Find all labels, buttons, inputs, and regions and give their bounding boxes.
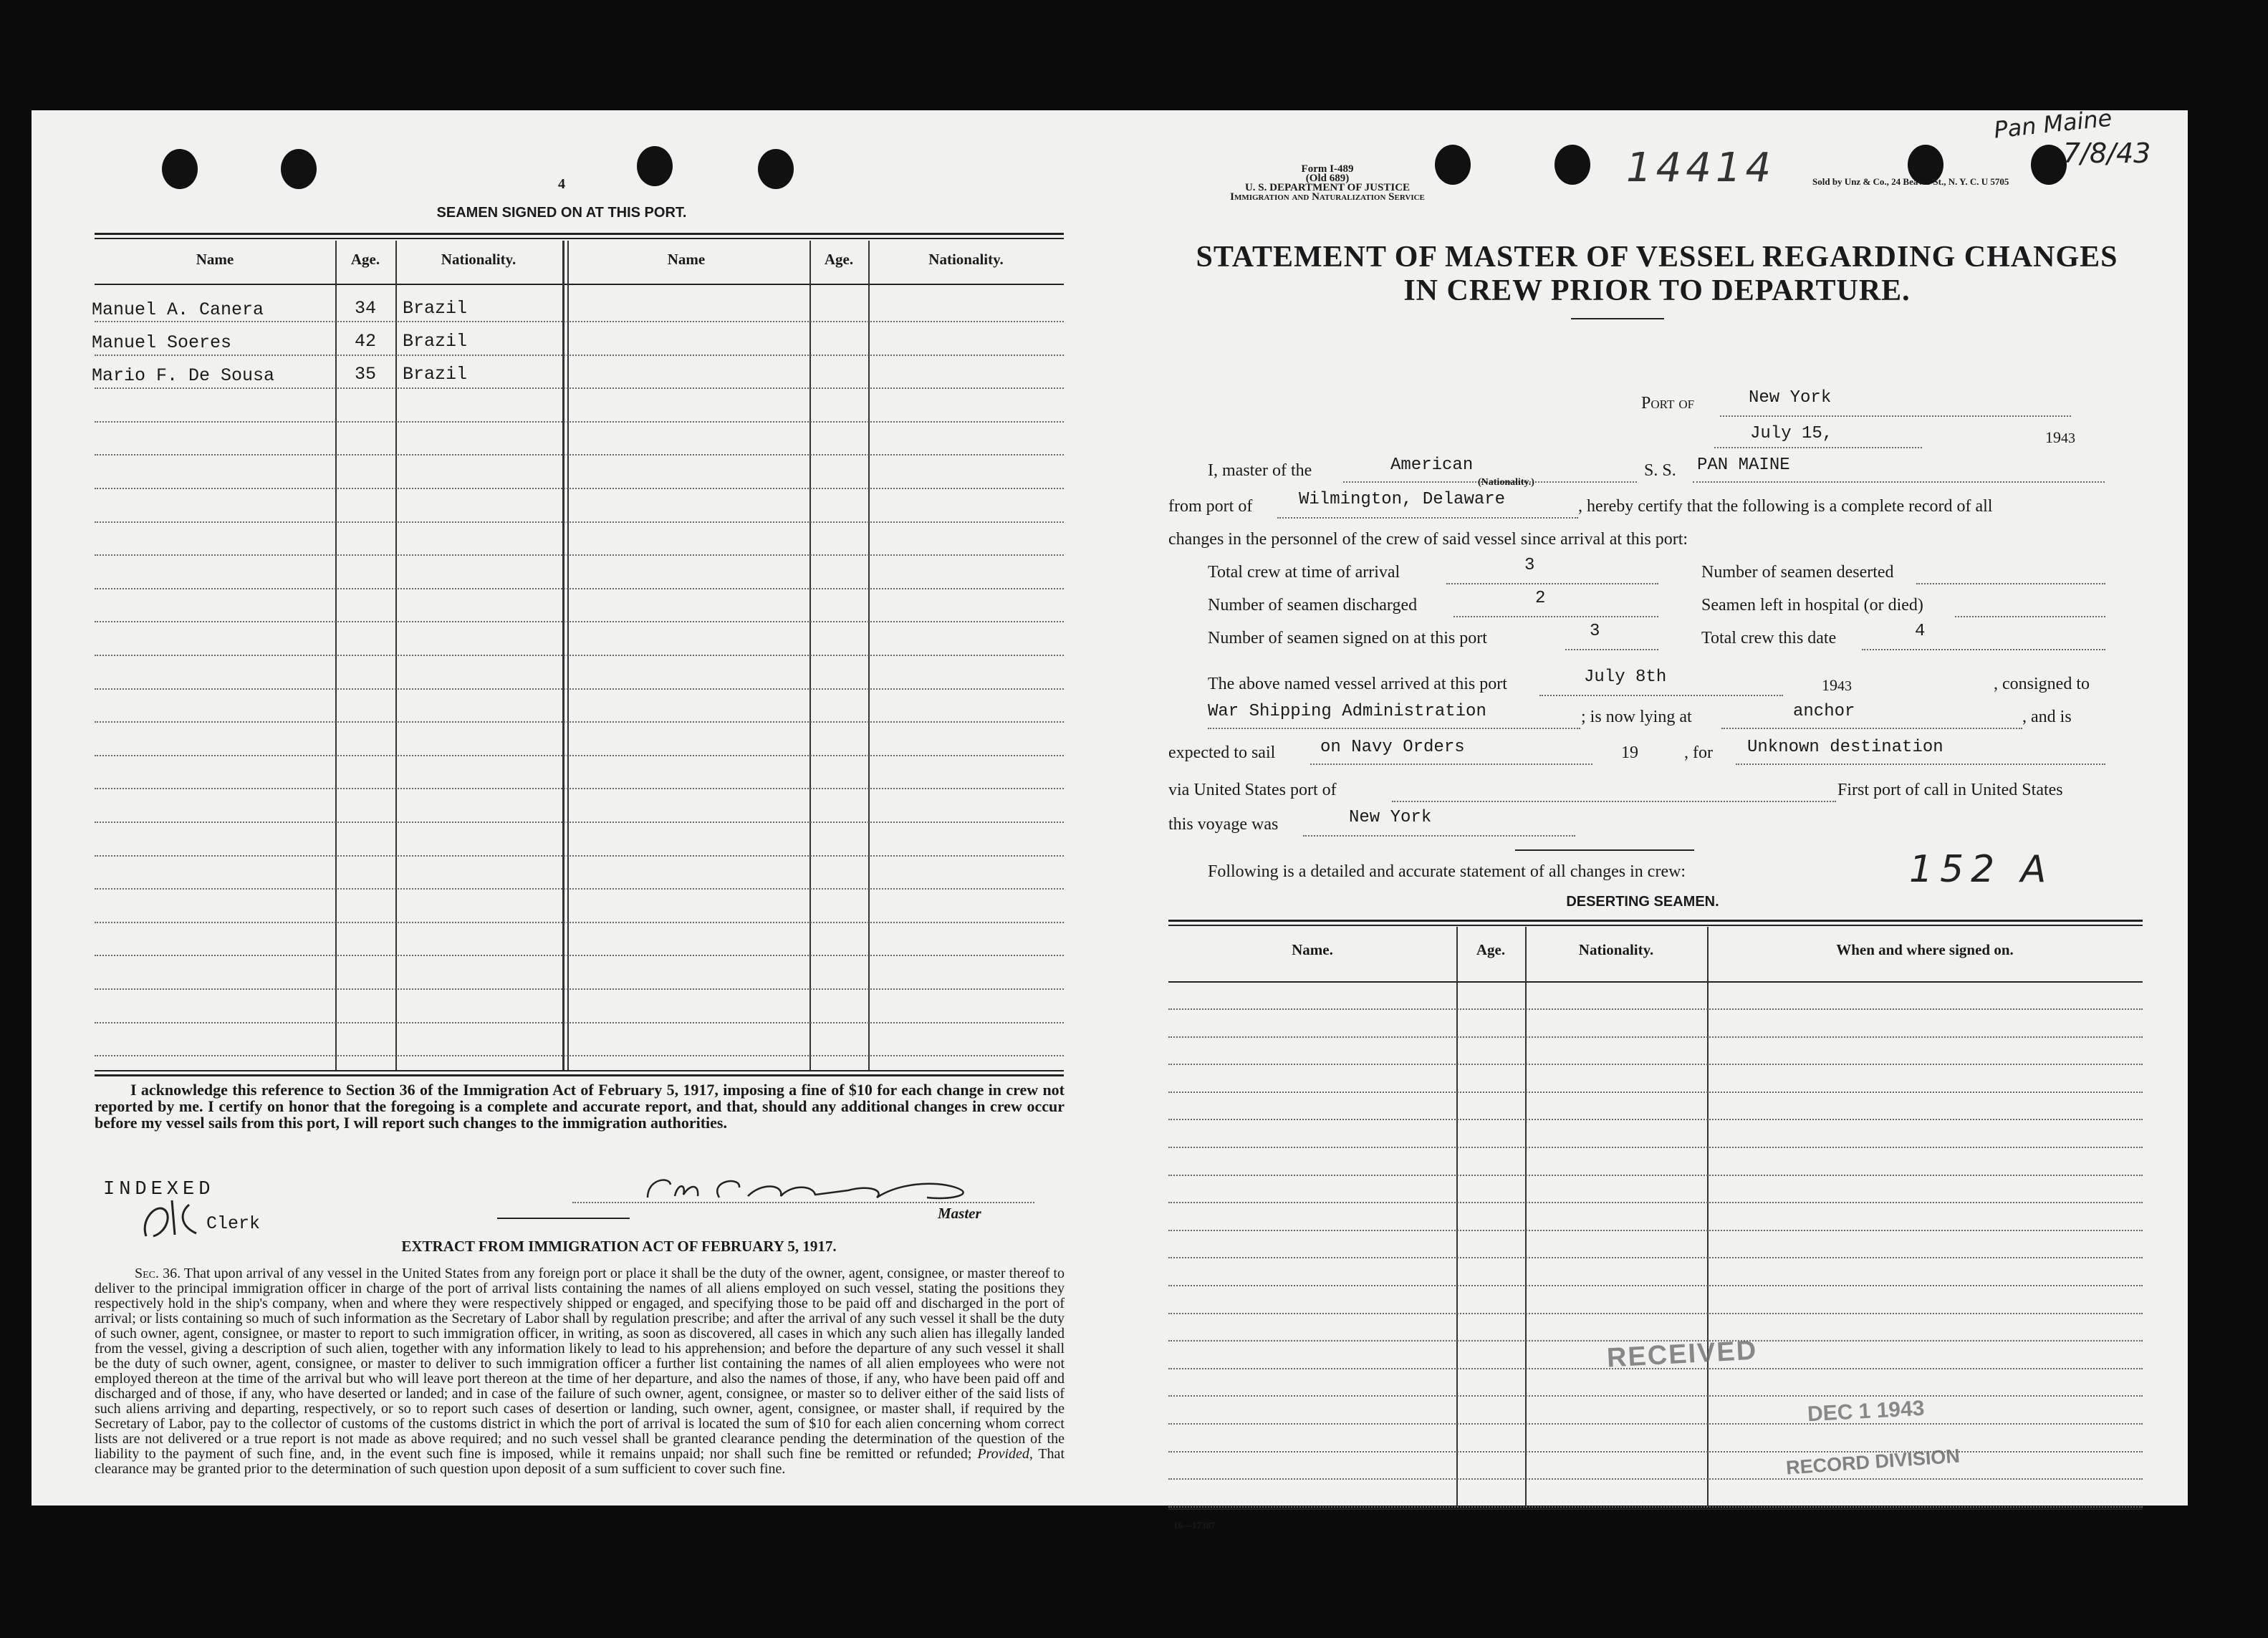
table-row-line xyxy=(1168,1478,2143,1480)
handwritten-file-number: 14414 xyxy=(1626,145,1776,191)
clerk-initials xyxy=(139,1192,203,1242)
form-header xyxy=(1166,165,1489,202)
handwritten-reference: 152 A xyxy=(1909,848,2054,891)
signed-on-label: Number of seamen signed on at this port xyxy=(1208,629,1487,647)
col-header-name: Name xyxy=(196,251,234,268)
crew-nationality: Brazil xyxy=(403,298,468,319)
consigned-label: , consigned to xyxy=(1994,675,2090,693)
port-value: New York xyxy=(1749,388,1832,408)
following-text: Following is a detailed and accurate statement of all changes in crew: xyxy=(1208,862,1686,881)
expected-label: expected to sail xyxy=(1168,743,1276,762)
col-header-name: Name. xyxy=(1292,941,1333,958)
page-number: 4 xyxy=(558,176,565,192)
arrived-label: The above named vessel arrived at this port xyxy=(1208,675,1507,693)
table-row-line xyxy=(1168,1423,2143,1425)
rule xyxy=(497,1218,630,1219)
table-row-line xyxy=(95,621,1064,622)
master-label: Master xyxy=(938,1205,981,1222)
rule xyxy=(1168,981,2143,983)
fill-line xyxy=(1208,728,1580,729)
total-crew-date-value: 4 xyxy=(1915,622,1926,641)
punch-hole xyxy=(758,149,794,189)
table-row-line xyxy=(95,922,1064,923)
rule xyxy=(1515,849,1694,851)
crew-nationality: Brazil xyxy=(403,331,468,352)
master-of-label: I, master of the xyxy=(1208,461,1312,480)
table-row-line xyxy=(95,888,1064,890)
right-page xyxy=(1105,104,2188,1531)
table-row-line xyxy=(95,488,1064,489)
table-row-line xyxy=(1168,1064,2143,1065)
changes-text: changes in the personnel of the crew of said vessel since arrival at this port: xyxy=(1168,530,1688,549)
table-row-line xyxy=(95,454,1064,456)
lying-value: anchor xyxy=(1793,702,1855,721)
punch-hole xyxy=(1555,145,1590,185)
table-row-line xyxy=(1168,1036,2143,1038)
col-header-nationality: Nationality. xyxy=(928,251,1004,268)
fill-line xyxy=(1277,517,1578,519)
arrived-year xyxy=(1822,676,1852,695)
table-row-line xyxy=(95,521,1064,523)
punch-hole xyxy=(162,149,198,189)
title-line: STATEMENT OF MASTER OF VESSEL REGARDING CHANGES xyxy=(1196,241,2118,274)
received-stamp: RECEIVED xyxy=(1606,1335,1759,1374)
form-old-number: (Old 689) xyxy=(1305,173,1350,184)
and-is-label: , and is xyxy=(2022,708,2072,726)
table-row-line xyxy=(95,688,1064,690)
for-label: , for xyxy=(1684,743,1713,762)
year-prefix: 19 xyxy=(2045,428,2061,446)
lying-label: ; is now lying at xyxy=(1581,708,1692,726)
fill-line xyxy=(1916,583,2105,584)
col-header-nationality: Nationality. xyxy=(1578,941,1654,958)
fill-line xyxy=(1565,649,1658,650)
seller-note: Sold by Unz & Co., 24 Beaver St., N. Y. C. U 5705 xyxy=(1812,176,2009,187)
voyage-value: New York xyxy=(1349,808,1432,827)
table-row-line xyxy=(1168,1092,2143,1093)
department: U. S. DEPARTMENT OF JUSTICE xyxy=(1244,182,1411,193)
table-row-line xyxy=(95,355,1064,356)
via-label: via United States port of xyxy=(1168,781,1337,799)
destination: Unknown destination xyxy=(1747,738,1943,757)
table-row-line xyxy=(95,1055,1064,1056)
year-prefix: 19 xyxy=(1822,676,1837,694)
nationality-caption: (Nationality.) xyxy=(1478,477,1534,488)
rule xyxy=(1168,925,2143,926)
table-row-line xyxy=(95,755,1064,756)
year-suffix: 43 xyxy=(2061,430,2075,446)
deserted-label: Number of seamen deserted xyxy=(1701,563,1894,582)
col-header-age: Age. xyxy=(350,251,380,268)
ss-label: S. S. xyxy=(1644,461,1676,480)
fill-line xyxy=(1714,447,1922,448)
received-stamp-date: DEC 1 1943 xyxy=(1807,1396,1926,1427)
fill-line xyxy=(1453,616,1658,617)
table-row-line xyxy=(1168,1202,2143,1203)
total-crew-date-label: Total crew this date xyxy=(1701,629,1837,647)
indexed-stamp: INDEXED xyxy=(103,1179,215,1200)
extract-tail: That clearance may be granted prior to the determination of such question upon deposit of a sum sufficient to cover such fine. xyxy=(95,1446,1065,1477)
crew-age: 42 xyxy=(354,331,376,352)
fill-line xyxy=(1862,649,2105,650)
year-suffix: 43 xyxy=(1837,678,1852,694)
table-row-line xyxy=(95,588,1064,589)
date-value: July 15, xyxy=(1750,424,1833,443)
table-row-line xyxy=(95,421,1064,423)
fill-line xyxy=(1446,583,1658,584)
crew-nationality: Brazil xyxy=(403,364,468,385)
deserting-title: DESERTING SEAMEN. xyxy=(1566,894,1719,910)
table-row-line xyxy=(1168,1008,2143,1010)
extract-section: Sec. 36. xyxy=(135,1266,181,1281)
fill-line xyxy=(1736,763,2105,765)
punch-hole xyxy=(637,146,673,186)
handwritten-date: 7/8/43 xyxy=(2063,138,2151,169)
rule xyxy=(95,284,1064,285)
crew-name: Manuel Soeres xyxy=(92,332,232,353)
fill-line xyxy=(1693,481,2105,483)
table-row-line xyxy=(1168,1395,2143,1397)
punch-hole xyxy=(281,149,317,189)
table-row-line xyxy=(95,387,1064,389)
col-header-nationality: Nationality. xyxy=(441,251,516,268)
col-header-age: Age. xyxy=(824,251,854,268)
fill-line xyxy=(1720,415,2071,417)
nationality-value: American xyxy=(1390,456,1474,475)
from-port-label: from port of xyxy=(1168,497,1253,516)
col-divider xyxy=(1456,927,1458,1507)
left-page xyxy=(32,110,1106,1505)
title-line: IN CREW PRIOR TO DEPARTURE. xyxy=(1403,274,1911,307)
rule xyxy=(95,1074,1064,1076)
footer-code: 16—17387 xyxy=(1173,1520,1216,1531)
hospital-label: Seamen left in hospital (or died) xyxy=(1701,596,1923,615)
certify-text: , hereby certify that the following is a complete record of all xyxy=(1578,497,1993,516)
record-division-stamp: RECORD DIVISION xyxy=(1785,1445,1961,1479)
col-header-name: Name xyxy=(667,251,706,268)
signed-on-value: 3 xyxy=(1590,622,1600,641)
table-row-line xyxy=(95,321,1064,322)
consignee: War Shipping Administration xyxy=(1208,702,1486,721)
rule xyxy=(95,1070,1064,1071)
punch-hole xyxy=(2031,145,2067,185)
fill-line xyxy=(1310,763,1592,765)
table-row-line xyxy=(95,788,1064,789)
fill-line xyxy=(1303,835,1575,837)
table-row-line xyxy=(1168,1147,2143,1148)
expected-year xyxy=(1621,743,1651,763)
expected-value: on Navy Orders xyxy=(1320,738,1465,757)
rule xyxy=(1168,920,2143,922)
rule xyxy=(1168,1508,2143,1510)
crew-age: 35 xyxy=(354,364,376,385)
table-row-line xyxy=(95,955,1064,956)
from-port-value: Wilmington, Delaware xyxy=(1299,490,1506,509)
col-header-age: Age. xyxy=(1476,941,1506,958)
table-row-line xyxy=(95,554,1064,556)
section-title: SEAMEN SIGNED ON AT THIS PORT. xyxy=(436,205,687,221)
crew-name: Manuel A. Canera xyxy=(92,299,264,320)
table-row-line xyxy=(95,822,1064,823)
fill-line xyxy=(1539,695,1783,696)
table-row-line xyxy=(95,1022,1064,1023)
table-row-line xyxy=(1168,1285,2143,1286)
rule xyxy=(95,238,1064,239)
table-row-line xyxy=(95,721,1064,723)
fill-line xyxy=(1955,616,2105,617)
extract-body: That upon arrival of any vessel in the United States from any foreign port or place it shall be the duty of the owner, agent, consignee, or master thereof to deliver to the principal immigration officer in charge of the port of arrival lists containing the names of all aliens employed on such vessel, stating the positions they respectively hold in the ship's company, when and where they were respectively shipped or engaged, and specifying those to be paid off and discharged in the port of arrival; or lists containing so much of such information as the Secretary of Labor shall by regulation prescribe; and after the arrival of any such vessel it shall be the duty of such owner, agent, consignee, or master to report to such immigration officer, in writing, as soon as discovered, all cases in which any such alien has illegally landed from the vessel, giving a description of such alien, together with any information likely to lead to his apprehension; and before the departure of any such vessel it shall be the duty of such owner, agent, consignee, or master to deliver to such immigration officer a further list containing the names of all alien employees who were not employed thereon at the time of the arrival but who will leave port thereon at the time of her departure, and also the names of those, if any, who have been paid off and discharged and of those, if any, who have deserted or landed; and in case of the failure of such owner, agent, consignee, or master so to deliver either of the said lists of such aliens arriving and departing, respectively, or so to report such cases of desertion or landing, such owner, agent, consignee, or master shall, if required by the Secretary of Labor, pay to the collector of customs of the customs district in which the port of arrival is located the sum of $10 for each alien concerning whom correct lists are not delivered or a true report is not made as above required; and no such vessel shall be granted clearance pending the determination of the question of the liability to the payment of such fine, and, in the event such fine is imposed, while it remains unpaid; nor shall such fine be remitted or refunded; xyxy=(95,1266,1065,1462)
master-signature xyxy=(640,1169,984,1212)
clerk-label: Clerk xyxy=(206,1213,261,1234)
extract-title: EXTRACT FROM IMMIGRATION ACT OF FEBRUARY 5, 1917. xyxy=(401,1238,837,1255)
table-row-line xyxy=(1168,1175,2143,1176)
arrived-value: July 8th xyxy=(1584,668,1667,687)
table-row-line xyxy=(95,855,1064,857)
discharged-value: 2 xyxy=(1535,589,1546,608)
total-crew-arrival-value: 3 xyxy=(1524,556,1535,575)
year-prefix: 19 xyxy=(1621,743,1638,762)
first-port-label: First port of call in United States xyxy=(1837,781,2063,799)
date-year xyxy=(2045,428,2075,447)
table-row-line xyxy=(1168,1257,2143,1258)
form-title xyxy=(1155,241,2158,308)
fill-line xyxy=(1721,728,2022,729)
total-crew-arrival-label: Total crew at time of arrival xyxy=(1208,563,1400,582)
port-label: Port of xyxy=(1641,394,1695,413)
col-header-when-where: When and where signed on. xyxy=(1836,941,2014,958)
discharged-label: Number of seamen discharged xyxy=(1208,596,1418,615)
form-number: Form I-489 xyxy=(1301,163,1354,175)
table-row-line xyxy=(1168,1506,2143,1508)
table-row-line xyxy=(1168,1313,2143,1314)
rule xyxy=(1571,318,1664,319)
table-row-line xyxy=(1168,1451,2143,1452)
vessel-name: PAN MAINE xyxy=(1697,456,1790,475)
crew-name: Mario F. De Sousa xyxy=(92,365,275,386)
handwritten-corner-note: Pan Maine xyxy=(1992,104,2113,144)
col-divider xyxy=(1707,927,1709,1507)
fill-line xyxy=(1392,801,1836,802)
rule xyxy=(95,233,1064,235)
voyage-label: this voyage was xyxy=(1168,815,1279,834)
extract-text xyxy=(95,1266,1065,1477)
service-name: Immigration and Naturalization Service xyxy=(1230,191,1425,203)
table-row-line xyxy=(1168,1119,2143,1120)
extract-provided: Provided, xyxy=(977,1446,1033,1462)
acknowledgement-text: I acknowledge this reference to Section 36 of the Immigration Act of February 5, 1917, imposing a fine of $10 for each change in crew not reported by me. I certify on honor that the foregoing is a complete and accurate report, and that, should any additional changes in crew occur before my vessel sails from this port, I will report such changes to the immigration authorities. xyxy=(95,1081,1065,1132)
table-row-line xyxy=(1168,1230,2143,1231)
col-divider xyxy=(1525,927,1527,1507)
table-row-line xyxy=(95,655,1064,656)
crew-age: 34 xyxy=(354,298,376,319)
table-row-line xyxy=(95,988,1064,990)
